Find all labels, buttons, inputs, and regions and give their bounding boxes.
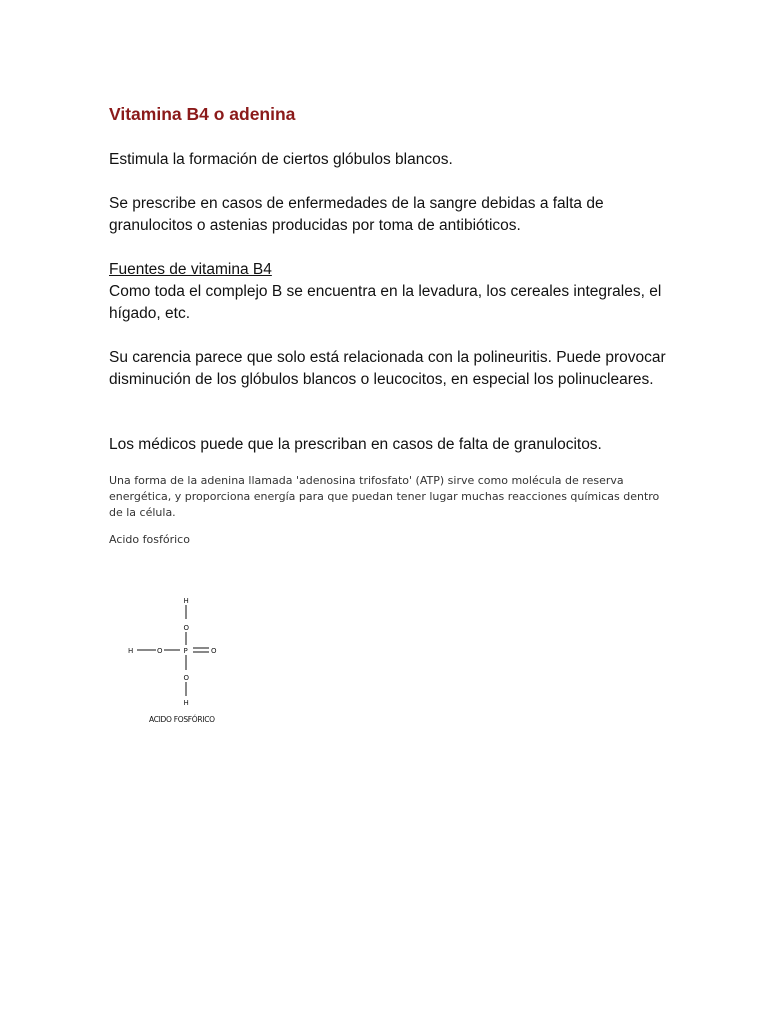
sources-section: [109, 259, 669, 325]
sources-heading: Fuentes de vitamina B4: [109, 261, 272, 278]
paragraph-doctors: Los médicos puede que la prescriban en casos de falta de granulocitos.: [109, 436, 602, 453]
atp-note: Una forma de la adenina llamada 'adenosina trifosfato' (ATP) sirve como molécula de reserva energética, y proporciona energía para que puedan tener lugar muchas reacciones químicas dentro de la célula.: [109, 474, 660, 519]
atom-left-h: H: [128, 647, 134, 655]
paragraph-stimulates: Estimula la formación de ciertos glóbulos blancos.: [109, 151, 453, 168]
phosphoric-acid-diagram: [120, 592, 240, 732]
atom-top-o: O: [183, 624, 190, 632]
diagram-caption: ACIDO FOSFÓRICO: [149, 715, 215, 724]
atom-center-p: P: [183, 647, 188, 655]
atom-right-o: O: [211, 647, 217, 655]
phosphoric-acid-structure: [120, 592, 240, 732]
paragraph-prescription: Se prescribe en casos de enfermedades de la sangre debidas a falta de granulocitos o astenias producidas por toma de antibióticos.: [109, 195, 604, 234]
acid-label: Acido fosfórico: [109, 533, 190, 546]
paragraph-deficiency: Su carencia parece que solo está relacionada con la polineuritis. Puede provocar disminución de los glóbulos blancos o leucocitos, en especial los polinucleares.: [109, 349, 666, 388]
atom-bottom-h: H: [183, 699, 189, 707]
sources-text: Como toda el complejo B se encuentra en la levadura, los cereales integrales, el hígado, etc.: [109, 283, 662, 322]
atom-left-o: O: [157, 647, 163, 655]
atom-bottom-o: O: [183, 674, 190, 682]
atom-top-h: H: [183, 597, 189, 605]
document-title: Vitamina B4 o adenina: [109, 104, 296, 124]
